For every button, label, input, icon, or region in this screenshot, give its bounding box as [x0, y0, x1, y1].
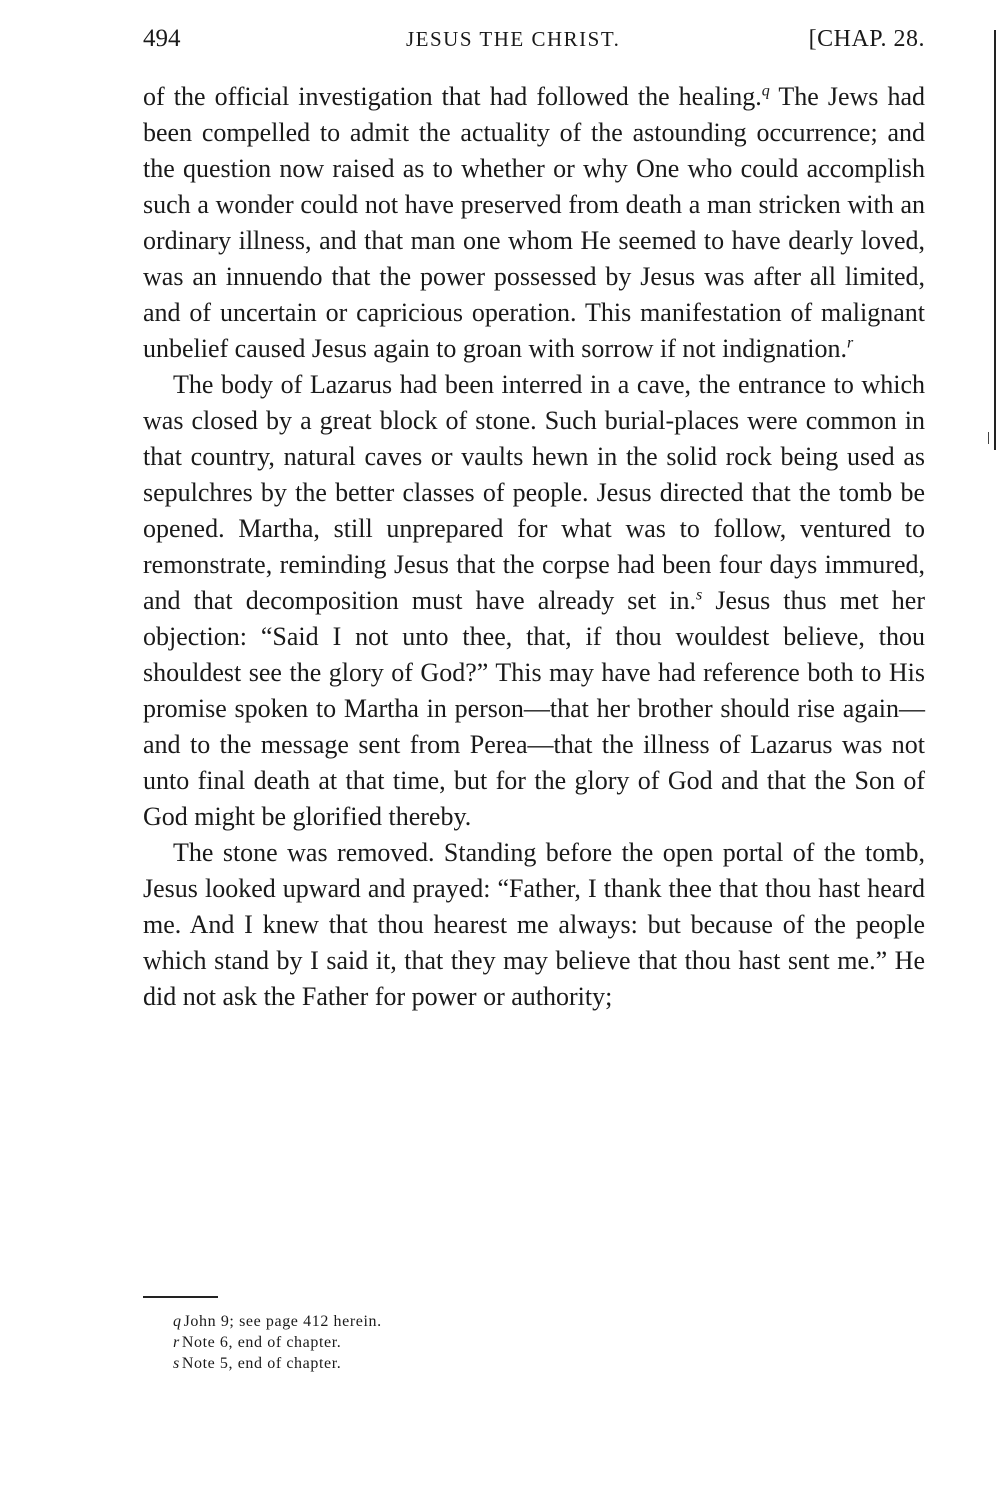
- page-number: 494: [143, 25, 181, 52]
- footnotes: [173, 1311, 873, 1374]
- text-run: The Jews had been compelled to admit the actuality of the astounding occurrence; and the question now raised as to whether or why One who could accomplish such a wonder could not have preserved from death a man stricken with an ordinary illness, and that man one whom He seemed to have dearly loved, was an innuendo that the power possessed by Jesus was after all limited, and of uncertain or capricious operation. This manifestation of malignant unbelief caused Jesus again to groan with sorrow if not indignation.: [143, 82, 926, 363]
- paragraph-2: [143, 367, 925, 835]
- text-run: of the official investigation that had followed the healing.: [143, 82, 762, 111]
- page-edge-tick: [988, 432, 989, 444]
- text-run: The stone was removed. Standing before the open portal of the tomb, Jesus looked upward and prayed: “Father, I thank thee that thou hast heard me. And I knew that thou hearest me always: but because of the people which stand by I said it, that they may believe that thou hast sent me.” He did not ask the Father for power or authority;: [143, 838, 925, 1011]
- footnote-marker-q: q: [761, 82, 770, 100]
- footnote-r: [173, 1332, 873, 1353]
- footnote-marker-s: s: [696, 586, 703, 604]
- paragraph-3: [143, 835, 925, 1015]
- text-run: Jesus thus met her objection: “Said I not unto thee, that, if thou wouldest believe, thou shouldest see the glory of God?” This may have had reference both to His promise spoken to Martha in person—that her brother should rise again—and to the message sent from Perea—that the illness of Lazarus was not unto final death at that time, but for the glory of God and that the Son of God might be glorified thereby.: [143, 586, 926, 831]
- chapter-label: [CHAP. 28.: [808, 26, 925, 52]
- footnote-rule: [143, 1296, 218, 1298]
- footnote-s: [173, 1353, 873, 1374]
- body-text: [143, 79, 925, 1015]
- text-run: The body of Lazarus had been interred in a cave, the entrance to which was closed by a great block of stone. Such burial-places were common in that country, natural caves or vaults hewn in the solid rock being used as sepulchres by the better classes of people. Jesus directed that the tomb be opened. Martha, still unprepared for what was to follow, ventured to remonstrate, reminding Jesus that the corpse had been four days immured, and that decomposition must have already set in.: [143, 370, 925, 615]
- footnote-mark: r: [173, 1334, 180, 1351]
- footnote-q: [173, 1311, 873, 1332]
- footnote-mark: q: [173, 1313, 182, 1330]
- page-edge-line: [994, 30, 996, 450]
- footnote-text: Note 6, end of chapter.: [181, 1334, 342, 1351]
- running-head: [143, 22, 925, 56]
- running-title: JESUS THE CHRIST.: [406, 27, 621, 51]
- footnote-marker-r: r: [847, 334, 854, 352]
- paragraph-1: [143, 79, 925, 367]
- footnote-mark: s: [173, 1355, 180, 1372]
- footnote-text: Note 5, end of chapter.: [181, 1355, 342, 1372]
- footnote-text: John 9; see page 412 herein.: [183, 1313, 382, 1330]
